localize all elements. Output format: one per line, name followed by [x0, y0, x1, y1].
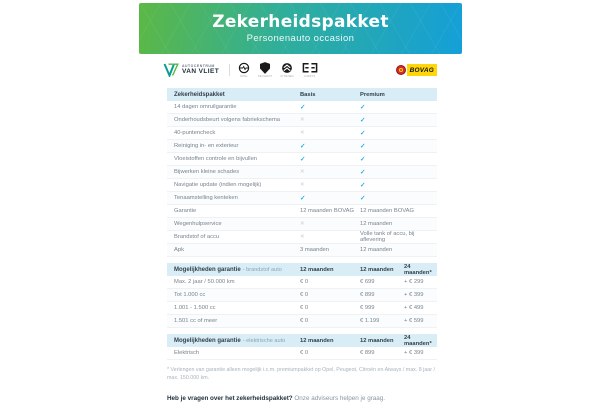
- check-icon: ✓: [300, 104, 306, 111]
- cell-value: € 0: [300, 318, 309, 324]
- column-header: 12 maanden: [300, 337, 334, 344]
- peugeot-logo-icon: [260, 62, 270, 74]
- cell-value: 12 maanden: [360, 221, 393, 227]
- section-header: [167, 263, 437, 276]
- logo-divider: [229, 64, 230, 76]
- bovag-badge-icon: [395, 64, 407, 76]
- bovag-plate: [407, 64, 437, 76]
- section-subtitle: - elektrische auto: [242, 337, 286, 344]
- brand-label: OPEL: [240, 75, 249, 78]
- aiways-logo-icon: [302, 62, 318, 74]
- bovag-logo: [395, 64, 437, 77]
- row-label: Vloeistoffen controle en bijvullen: [174, 156, 258, 162]
- table-row: [167, 315, 437, 328]
- cell-value: € 899: [360, 292, 375, 298]
- brand-aiways: [302, 62, 318, 78]
- cell-value: 3 maanden: [300, 247, 330, 253]
- dealer-logo: [163, 63, 219, 77]
- column-header: Premium: [360, 91, 385, 98]
- cell-value: 12 maanden BOVAG: [360, 208, 415, 214]
- cell-value: € 0: [300, 279, 309, 285]
- table-row: [167, 192, 437, 205]
- row-label: Bijwerken kleine schades: [174, 169, 240, 175]
- section-header: [167, 88, 437, 101]
- table-row: [167, 114, 437, 127]
- table-row: [167, 231, 437, 244]
- cell-value: € 699: [360, 279, 375, 285]
- check-icon: ✓: [300, 143, 306, 150]
- section-header: [167, 334, 437, 347]
- row-label: Apk: [174, 247, 184, 253]
- package-header-banner: [139, 3, 462, 54]
- row-label: 1.501 cc of meer: [174, 318, 218, 324]
- row-label: Tenaamstelling kenteken: [174, 195, 238, 201]
- check-icon: ✓: [360, 169, 366, 176]
- footer-question: Heb je vragen over het zekerheidspakket?: [167, 395, 293, 402]
- cell-value: + € 599: [404, 318, 424, 324]
- cell-value: + € 299: [404, 279, 424, 285]
- cross-icon: ✕: [300, 221, 305, 227]
- cross-icon: ✕: [300, 234, 305, 240]
- check-icon: ✓: [360, 143, 366, 150]
- table-section: [167, 88, 437, 257]
- table-row: [167, 289, 437, 302]
- check-icon: ✓: [360, 130, 366, 137]
- logo-row: [163, 59, 437, 81]
- bovag-wordmark: BOVAG: [409, 66, 434, 74]
- cell-value: € 1.199: [360, 318, 380, 324]
- cross-icon: ✕: [300, 130, 305, 136]
- check-icon: ✓: [300, 156, 306, 163]
- row-label: Wegenhulpservice: [174, 221, 222, 227]
- row-label: Brandstof of accu: [174, 234, 220, 240]
- table-section: [167, 334, 437, 360]
- dealer-name-top: AUTOCENTRUM: [182, 63, 215, 68]
- page-subtitle: Personenauto occasion: [246, 33, 355, 44]
- brand-label: PEUGEOT: [258, 75, 273, 78]
- brand-peugeot: [258, 62, 272, 78]
- row-label: Max. 2 jaar / 50.000 km: [174, 279, 235, 285]
- row-label: Tot 1.000 cc: [174, 292, 206, 298]
- cell-value: € 999: [360, 305, 375, 311]
- footer-line: [167, 395, 437, 402]
- table-row: [167, 218, 437, 231]
- row-label: Navigatie update (indien mogelijk): [174, 182, 262, 188]
- section-subtitle: - brandstof auto: [242, 266, 282, 273]
- table-row: [167, 140, 437, 153]
- cell-value: € 899: [360, 350, 375, 356]
- table-row: [167, 302, 437, 315]
- row-label: Elektrisch: [174, 350, 200, 356]
- column-header: 24 maanden*: [404, 334, 432, 347]
- dealer-logo-icon: [163, 63, 179, 77]
- dealer-name-bottom: VAN VLIET: [182, 68, 220, 76]
- column-header: Basis: [300, 91, 316, 98]
- cross-icon: ✕: [300, 182, 305, 188]
- cell-value: Volle tank of accu, bij aflevering: [360, 231, 415, 243]
- table-row: [167, 166, 437, 179]
- table-row: [167, 179, 437, 192]
- row-label: Onderhoudsbeurt volgens fabriekschema: [174, 117, 281, 123]
- footnote: * Verlengen van garantie alleen mogelijk i.c.m. premiumpakket op Opel, Peugeot, Citroën en Aiways / max. 8 jaar / max. 150.000 km.: [167, 367, 435, 382]
- row-label: Garantie: [174, 208, 197, 214]
- column-header: 12 maanden: [360, 266, 394, 273]
- table-row: [167, 244, 437, 257]
- table-section: [167, 263, 437, 328]
- brand-label: AIWAYS: [304, 75, 316, 78]
- table-row: [167, 127, 437, 140]
- check-icon: ✓: [360, 195, 366, 202]
- cell-value: € 0: [300, 350, 309, 356]
- brand-opel: [238, 62, 250, 78]
- table-row: [167, 101, 437, 114]
- row-label: 40-puntencheck: [174, 130, 216, 136]
- table-row: [167, 276, 437, 289]
- brand-label: CITROEN: [280, 75, 294, 78]
- column-header: 12 maanden: [300, 266, 334, 273]
- check-icon: ✓: [360, 182, 366, 189]
- cell-value: 12 maanden: [360, 247, 393, 253]
- column-header: 12 maanden: [360, 337, 394, 344]
- section-title: Zekerheidspakket: [174, 91, 225, 98]
- table-sections: [167, 88, 437, 360]
- cell-value: + € 399: [404, 292, 424, 298]
- column-header: 24 maanden*: [404, 263, 432, 276]
- table-row: [167, 205, 437, 218]
- cell-value: 12 maanden BOVAG: [300, 208, 355, 214]
- check-icon: ✓: [300, 195, 306, 202]
- page-title: Zekerheidspakket: [212, 12, 389, 32]
- cross-icon: ✕: [300, 117, 305, 123]
- package-table: [167, 88, 437, 402]
- check-icon: ✓: [360, 117, 366, 124]
- table-row: [167, 347, 437, 360]
- row-label: 14 dagen omruilgarantie: [174, 104, 237, 110]
- brand-logos: [238, 62, 318, 78]
- cell-value: + € 399: [404, 350, 424, 356]
- dealer-name: [182, 65, 219, 76]
- opel-logo-icon: [238, 62, 250, 74]
- table-row: [167, 153, 437, 166]
- section-title: Mogelijkheden garantie: [174, 337, 241, 344]
- citroen-logo-icon: [281, 62, 293, 74]
- check-icon: ✓: [360, 156, 366, 163]
- cross-icon: ✕: [300, 169, 305, 175]
- cell-value: + € 499: [404, 305, 424, 311]
- check-icon: ✓: [360, 104, 366, 111]
- cell-value: € 0: [300, 305, 309, 311]
- row-label: 1.001 - 1.500 cc: [174, 305, 216, 311]
- row-label: Reiniging in- en exterieur: [174, 143, 239, 149]
- cell-value: € 0: [300, 292, 309, 298]
- footer-answer: Onze adviseurs helpen je graag.: [294, 395, 386, 402]
- brand-citroen: [280, 62, 293, 78]
- section-title: Mogelijkheden garantie: [174, 266, 241, 273]
